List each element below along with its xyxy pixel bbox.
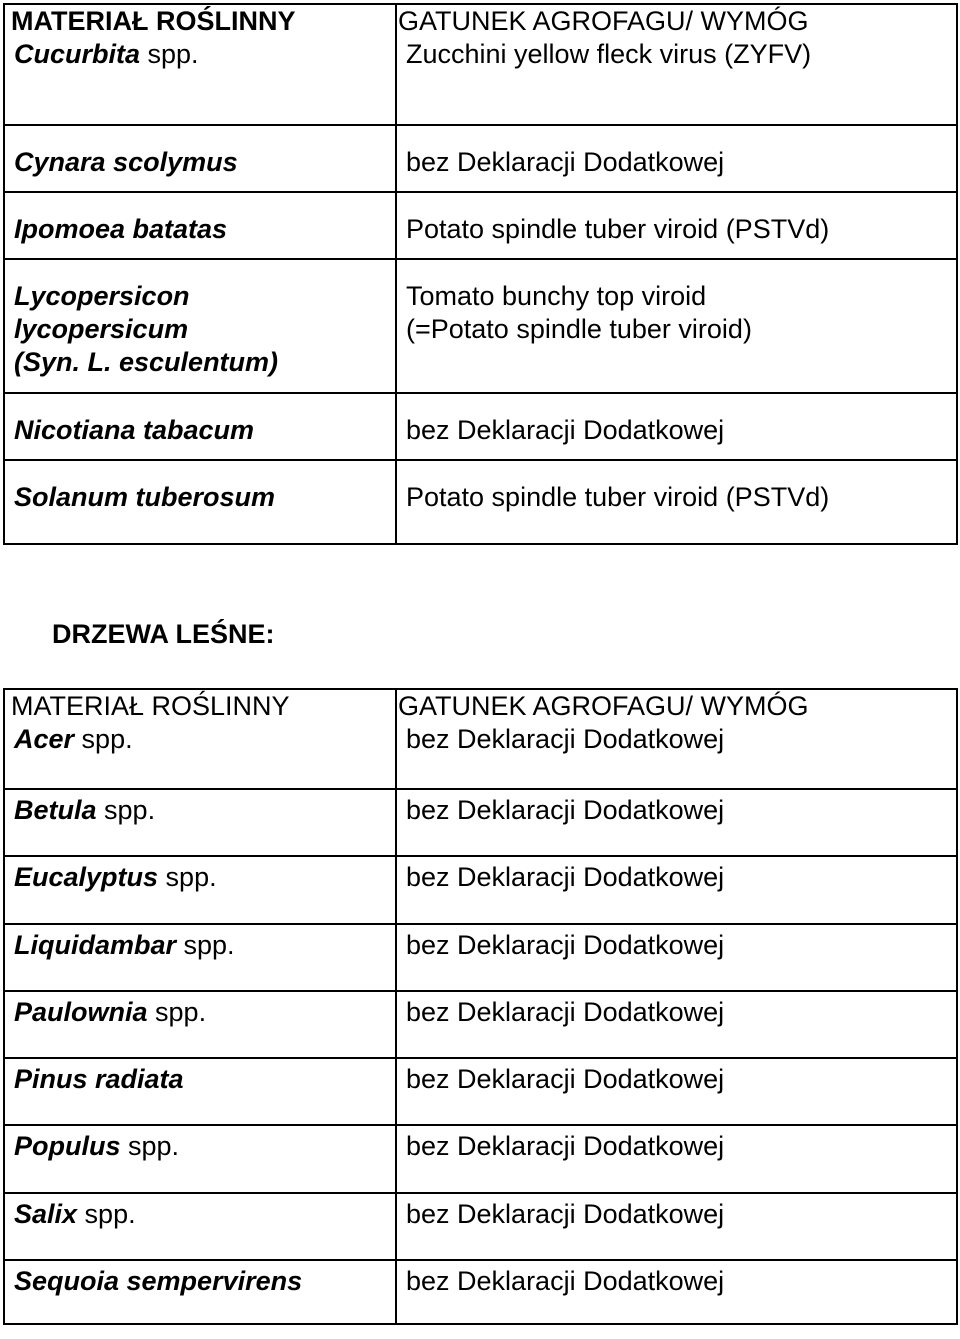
column-header-plant-material: MATERIAŁ ROŚLINNY (11, 6, 296, 36)
cell-requirement (396, 1260, 957, 1324)
table-row (4, 460, 957, 544)
plant-name-line: lycopersicum (14, 314, 189, 344)
plant-name: Acer (14, 724, 75, 754)
requirement-text: bez Deklaracji Dodatkowej (406, 1064, 725, 1094)
table-row (4, 125, 957, 192)
cell-plant (4, 1058, 396, 1125)
plant-name: Paulownia (14, 997, 148, 1027)
cell-requirement (396, 689, 957, 789)
column-header-plant-material: MATERIAŁ ROŚLINNY (11, 691, 290, 721)
requirement-text: bez Deklaracji Dodatkowej (406, 997, 725, 1027)
plant-name: Solanum tuberosum (14, 482, 276, 512)
requirement-text: bez Deklaracji Dodatkowej (406, 930, 725, 960)
plant-name: Sequoia sempervirens (14, 1266, 303, 1296)
cell-requirement (396, 1125, 957, 1193)
cell-plant (4, 393, 396, 460)
cell-requirement (396, 1058, 957, 1125)
requirement-text-line: Tomato bunchy top viroid (406, 281, 707, 311)
cell-plant (4, 924, 396, 991)
plant-name: Eucalyptus (14, 862, 159, 892)
forest-trees-table (3, 688, 958, 1325)
cell-requirement (396, 259, 957, 393)
section-heading: DRZEWA LEŚNE: (52, 619, 275, 649)
requirement-text-line: (=Potato spindle tuber viroid) (406, 314, 752, 344)
plant-suffix: spp. (77, 1199, 136, 1229)
plant-name-line: (Syn. L. esculentum) (14, 347, 279, 377)
cell-requirement (396, 4, 957, 125)
cell-plant (4, 192, 396, 259)
requirement-text: bez Deklaracji Dodatkowej (406, 415, 725, 445)
cell-requirement (396, 991, 957, 1058)
table-row (4, 991, 957, 1058)
table-row (4, 689, 957, 789)
table-row (4, 192, 957, 259)
plant-name: Nicotiana tabacum (14, 415, 255, 445)
plant-name-line: Lycopersicon (14, 281, 190, 311)
cell-plant (4, 259, 396, 393)
plant-name: Salix (14, 1199, 78, 1229)
plant-suffix: spp. (176, 930, 235, 960)
table-row (4, 393, 957, 460)
cell-requirement (396, 192, 957, 259)
cell-plant (4, 125, 396, 192)
requirement-text: bez Deklaracji Dodatkowej (406, 1199, 725, 1229)
table-row (4, 4, 957, 125)
cell-plant (4, 689, 396, 789)
requirement-text: bez Deklaracji Dodatkowej (406, 147, 725, 177)
cell-plant (4, 4, 396, 125)
cell-plant (4, 789, 396, 856)
cell-requirement (396, 789, 957, 856)
table-row (4, 1260, 957, 1324)
table-row (4, 1058, 957, 1125)
column-header-pest: GATUNEK AGROFAGU/ WYMÓG (398, 6, 809, 36)
plant-name: Liquidambar (14, 930, 177, 960)
plant-material-table (3, 3, 958, 545)
plant-name: Ipomoea batatas (14, 214, 228, 244)
requirement-text: bez Deklaracji Dodatkowej (406, 862, 725, 892)
cell-plant (4, 991, 396, 1058)
cell-requirement (396, 856, 957, 924)
requirement-text: bez Deklaracji Dodatkowej (406, 1131, 725, 1161)
cell-plant (4, 856, 396, 924)
table-row (4, 856, 957, 924)
cell-plant (4, 1125, 396, 1193)
plant-name: Populus (14, 1131, 121, 1161)
table-row (4, 1125, 957, 1193)
plant-suffix: spp. (120, 1131, 180, 1161)
cell-plant (4, 1260, 396, 1324)
cell-requirement (396, 1193, 957, 1260)
plant-suffix: spp. (158, 862, 217, 892)
plant-name: Betula (14, 795, 97, 825)
cell-plant (4, 1193, 396, 1260)
table-row (4, 1193, 957, 1260)
requirement-text: bez Deklaracji Dodatkowej (406, 724, 725, 754)
cell-requirement (396, 924, 957, 991)
requirement-text: Zucchini yellow fleck virus (ZYFV) (406, 39, 812, 69)
table-row (4, 924, 957, 991)
requirement-text: bez Deklaracji Dodatkowej (406, 795, 725, 825)
plant-suffix: spp. (96, 795, 156, 825)
cell-requirement (396, 125, 957, 192)
column-header-pest: GATUNEK AGROFAGU/ WYMÓG (398, 691, 809, 721)
plant-name: Cucurbita (14, 39, 141, 69)
plant-name: Pinus radiata (14, 1064, 184, 1094)
table-row (4, 259, 957, 393)
cell-plant (4, 460, 396, 544)
requirement-text: Potato spindle tuber viroid (PSTVd) (406, 214, 830, 244)
cell-requirement (396, 393, 957, 460)
plant-suffix: spp. (140, 39, 199, 69)
cell-requirement (396, 460, 957, 544)
plant-name: Cynara scolymus (14, 147, 238, 177)
plant-suffix: spp. (147, 997, 207, 1027)
table-row (4, 789, 957, 856)
plant-suffix: spp. (74, 724, 133, 754)
requirement-text: Potato spindle tuber viroid (PSTVd) (406, 482, 830, 512)
requirement-text: bez Deklaracji Dodatkowej (406, 1266, 725, 1296)
